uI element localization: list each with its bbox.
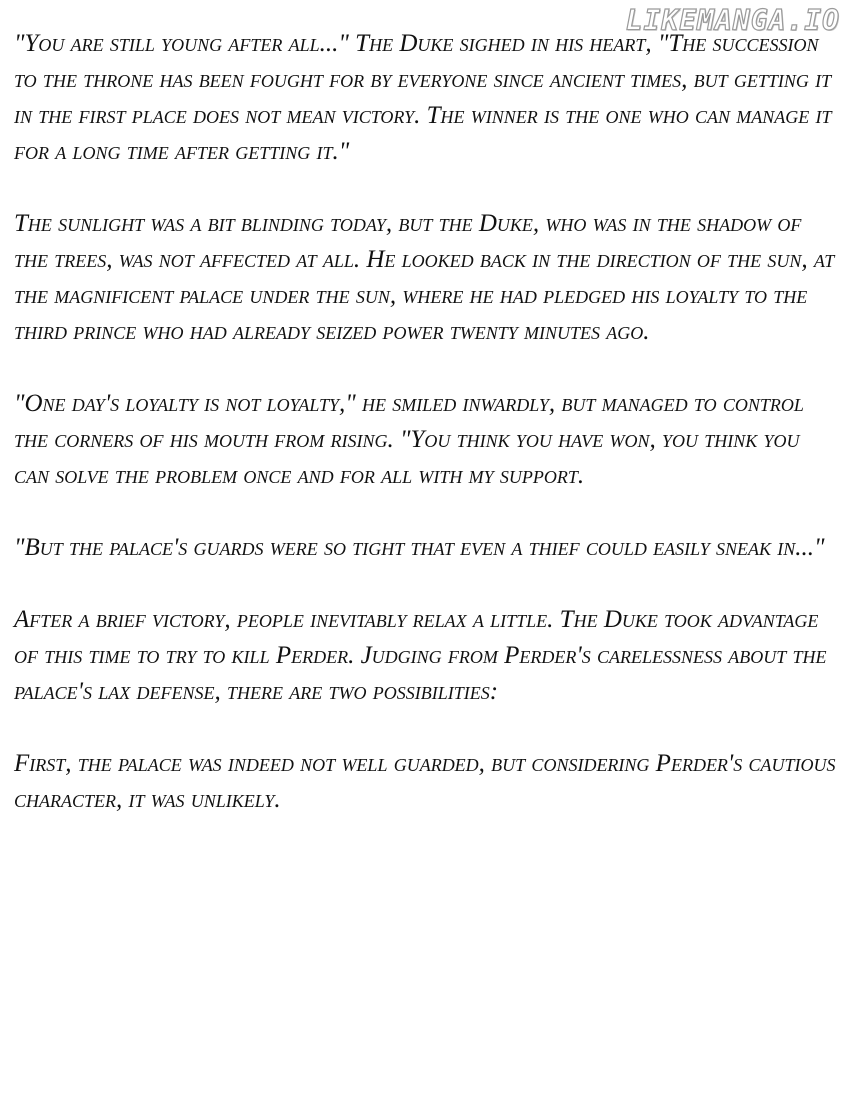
paragraph-5: After a brief victory, people inevitably relax a little. The Duke took advantage of this time to try to kill Perder. Judging from Perder's carelessness about the palace's lax defense, there are two possibilities: [14, 606, 827, 705]
paragraph-2: The sunlight was a bit blinding today, but the Duke, who was in the shadow of the trees, was not affected at all. He looked back in the direction of the sun, at the magnificent palace under the sun, where he had pledged his loyalty to the third prince who had already seized power twenty minutes ago. [14, 210, 835, 345]
story-text [14, 26, 840, 818]
paragraph-3: "One day's loyalty is not loyalty," he smiled inwardly, but managed to control the corners of his mouth from rising. "You think you have won, you think you can solve the problem once and for all with my support. [14, 390, 804, 489]
site-watermark: LIKEMANGA.IO [625, 4, 840, 37]
paragraph-4: "But the palace's guards were so tight that even a thief could easily sneak in..." [14, 534, 825, 561]
paragraph-6: First, the palace was indeed not well guarded, but considering Perder's cautious character, it was unlikely. [14, 750, 836, 813]
paragraph-1: "You are still young after all..." The Duke sighed in his heart, "The succession to the throne has been fought for by everyone since ancient times, but getting it in the first place does not mean victory. The winner is the one who can manage it for a long time after getting it." [14, 30, 832, 165]
